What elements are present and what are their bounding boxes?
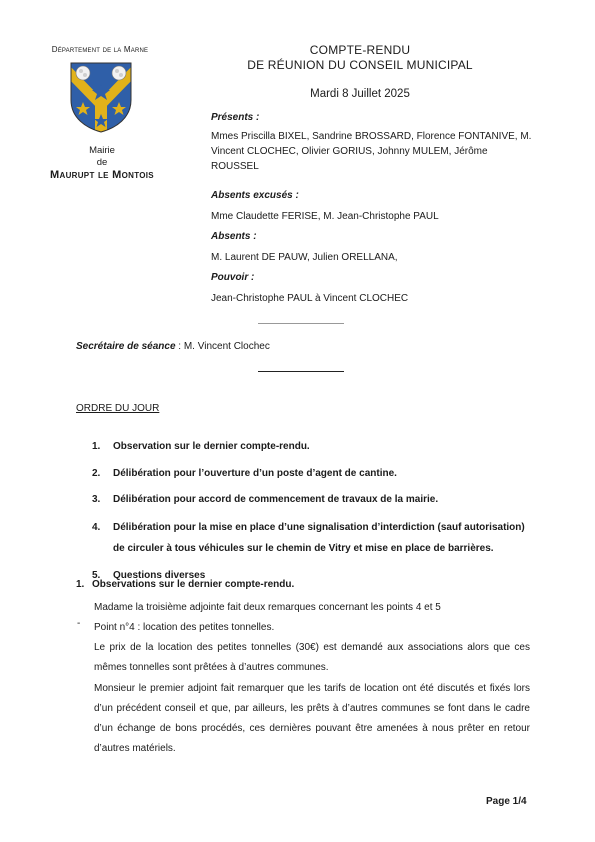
- department-label: Département de la Marne: [51, 45, 149, 54]
- separator-2: [258, 371, 344, 372]
- agenda-number: 5.: [92, 570, 101, 581]
- agenda-item: [92, 464, 532, 483]
- presents-heading: Présents :: [211, 112, 260, 123]
- paragraph-1: Le prix de la location des petites tonnelles (30€) est demandé aux associations alors que ces mêmes tonnelles sont prêtées à d’autres communes.: [94, 642, 530, 673]
- paragraph-2: Monsieur le premier adjoint fait remarquer que les tarifs de location ont été discutés et fixés lors d’un précédent conseil et que, par ailleurs, les prêts à d’autres communes se font dans le cadre d’un échange de bons procédés, ces dernières pouvant être amenées à nous prêter en retour d’autres matériels.: [94, 683, 530, 754]
- mairie-label: Mairie: [89, 145, 115, 156]
- agenda-text: Questions diverses: [113, 570, 206, 581]
- meeting-date: Mardi 8 Juillet 2025: [310, 88, 410, 100]
- agenda-list: [92, 437, 532, 593]
- absents-list: M. Laurent DE PAUW, Julien ORELLANA,: [211, 252, 398, 263]
- point-4-label: Point n°4 : location des petites tonnelles.: [94, 622, 275, 633]
- agenda-number: 4.: [92, 521, 101, 533]
- pouvoir-text: Jean-Christophe PAUL à Vincent CLOCHEC: [211, 293, 409, 304]
- agenda-number: 2.: [92, 467, 101, 479]
- title-line-1: COMPTE-RENDU: [309, 43, 411, 57]
- section-1-number: 1.: [76, 579, 85, 590]
- municipal-crest: [68, 60, 134, 134]
- agenda-text: Observation sur le dernier compte-rendu.: [113, 441, 310, 452]
- agenda-text: Délibération pour accord de commencement de travaux de la mairie.: [113, 494, 439, 505]
- secretaire-value: : M. Vincent Clochec: [175, 341, 270, 352]
- excuses-heading: Absents excusés :: [211, 190, 299, 201]
- section-1-intro: Madame la troisième adjointe fait deux remarques concernant les points 4 et 5: [94, 602, 441, 613]
- agenda-item: [92, 490, 532, 509]
- mairie-block: [40, 145, 164, 181]
- secretaire-line: [76, 341, 270, 352]
- agenda-text: Délibération pour l’ouverture d’un poste d’agent de cantine.: [113, 467, 397, 479]
- separator-1: [258, 323, 344, 324]
- presents-list: Mmes Priscilla BIXEL, Sandrine BROSSARD, Florence FONTANIVE, M. Vincent CLOCHEC, Olivier GORIUS, Johnny MULEM, Jérôme ROUSSEL: [211, 131, 532, 172]
- absents-heading: Absents :: [211, 231, 257, 242]
- pouvoir-heading: Pouvoir :: [211, 272, 255, 283]
- agenda-number: 1.: [92, 441, 101, 452]
- bullet-dash: -: [77, 618, 81, 629]
- document-title: [230, 43, 490, 73]
- excuses-list: Mme Claudette FERISE, M. Jean-Christophe PAUL: [211, 211, 439, 222]
- title-line-2: DE RÉUNION DU CONSEIL MUNICIPAL: [247, 58, 473, 72]
- section-1-heading: [76, 579, 294, 590]
- ordre-du-jour-heading: ORDRE DU JOUR: [76, 403, 160, 414]
- commune-name: Maurupt le Montois: [50, 169, 154, 181]
- agenda-number: 3.: [92, 494, 101, 505]
- section-1-title: Observations sur le dernier compte-rendu.: [92, 579, 295, 590]
- page-number: Page 1/4: [486, 796, 527, 807]
- mairie-de: de: [96, 157, 108, 168]
- agenda-text: Délibération pour la mise en place d’une signalisation d’interdiction (sauf autorisation) de circuler à tous véhicules sur le chemin de Vitry et mise en place de barrières.: [113, 521, 525, 554]
- agenda-item: [92, 517, 532, 559]
- secretaire-label: Secrétaire de séance: [76, 341, 176, 352]
- agenda-item: [92, 437, 532, 456]
